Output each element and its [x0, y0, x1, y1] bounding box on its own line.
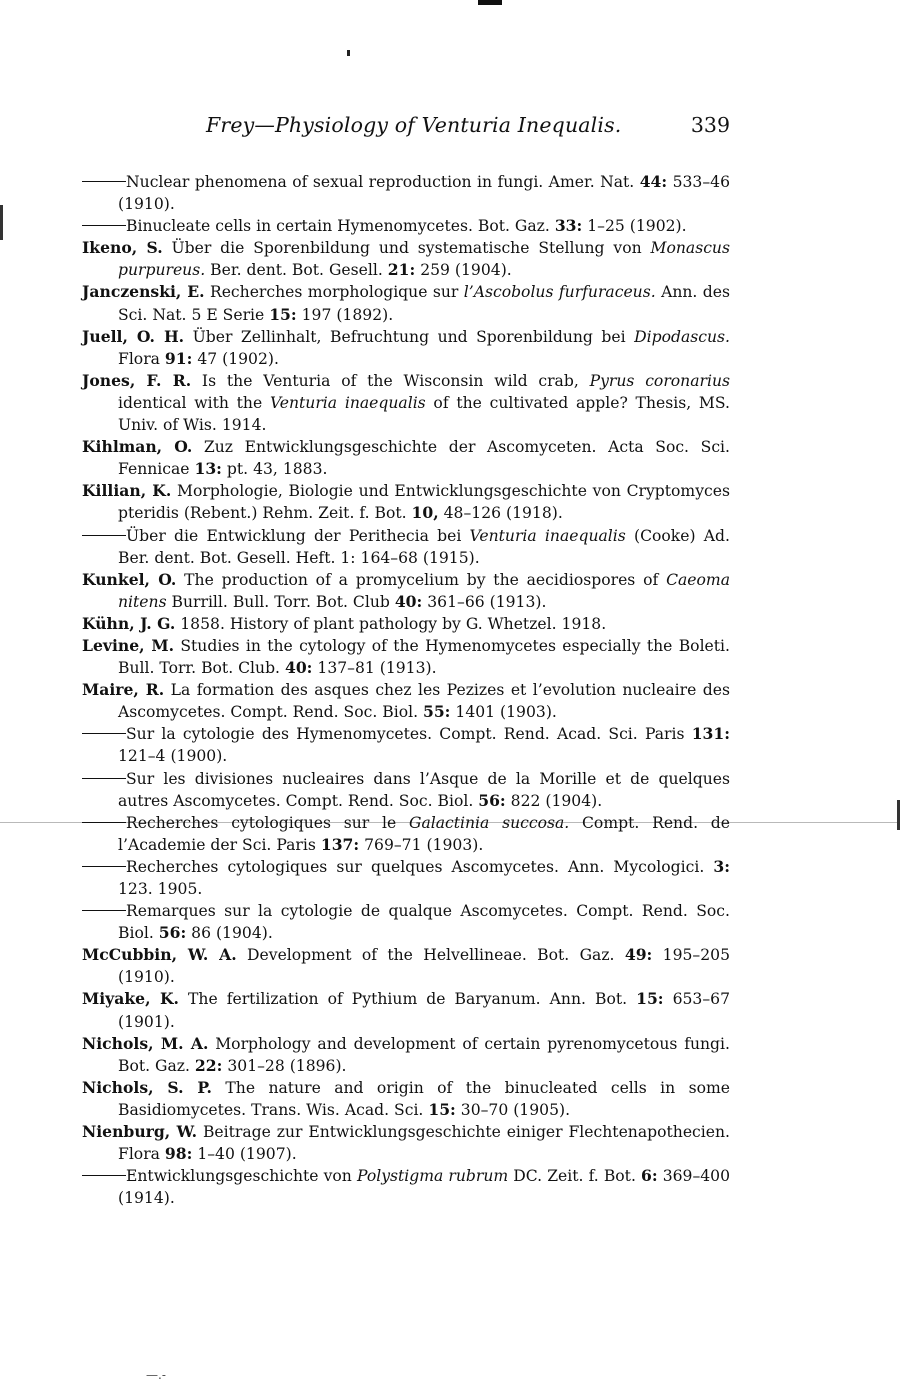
reference-tail: 769–71 (1903).	[359, 835, 484, 854]
scan-edge-left	[0, 205, 3, 240]
reference-italic: Venturia inaequalis	[469, 526, 626, 545]
reference-text: Recherches cytologiques sur quelques Ascomycetes. Ann. Mycologici.	[126, 857, 714, 876]
reference-text: Entwicklungsgeschichte von	[126, 1167, 357, 1186]
reference-text: Über die Sporenbildung und systematische Stellung von	[162, 239, 651, 258]
reference-author: Ikeno, S.	[82, 238, 163, 258]
reference-volume: 131:	[691, 724, 730, 744]
reference-entry	[82, 215, 730, 237]
reference-tail: 1–25 (1902).	[582, 217, 687, 236]
reference-entry	[82, 171, 730, 215]
ditto-dash	[82, 225, 126, 226]
reference-text: Nuclear phenomena of sexual reproduction in fungi. Amer. Nat.	[126, 173, 640, 191]
reference-entry	[82, 525, 730, 569]
ditto-dash	[82, 733, 126, 734]
reference-text: Remarques sur la cytologie de qualque Ascomycetes. Compt. Rend. Soc. Biol.	[118, 902, 730, 943]
reference-volume: 15:	[269, 304, 297, 324]
reference-entry	[82, 768, 730, 812]
reference-text: identical with the	[118, 393, 270, 412]
reference-tail: 137–81 (1913).	[312, 659, 437, 678]
reference-italic: Dipodascus.	[634, 327, 730, 346]
reference-entry	[82, 370, 730, 436]
reference-text: Morphologie, Biologie und Entwicklungsgeschichte von Cryptomyces pteridis (Rebent.) Rehm. Zeit. f. Bot.	[118, 482, 730, 523]
reference-author: Killian, K.	[82, 481, 172, 501]
footer-mark: —.‐	[146, 1368, 166, 1382]
reference-text: 1858. History of plant pathology by G. Whetzel. 1918.	[175, 614, 607, 633]
reference-tail: 30–70 (1905).	[455, 1100, 571, 1119]
reference-volume: 6:	[641, 1166, 658, 1186]
reference-text: Binucleate cells in certain Hymenomycetes. Bot. Gaz.	[126, 217, 555, 236]
reference-tail: 121–4 (1900).	[118, 747, 228, 766]
reference-volume: 10,	[411, 503, 439, 523]
reference-volume: 21:	[387, 260, 416, 280]
reference-text: Über die Entwicklung der Perithecia bei	[126, 526, 470, 545]
reference-entry	[82, 856, 730, 900]
reference-tail: 195–205 (1910).	[118, 946, 730, 987]
reference-entry	[82, 723, 730, 767]
reference-text: Zuz Entwicklungsgeschichte der Ascomyceten. Acta Soc. Sci. Fennicae	[118, 438, 730, 479]
reference-entry	[82, 237, 730, 281]
reference-text: Ber. dent. Bot. Gesell.	[205, 261, 388, 280]
ditto-dash	[82, 778, 126, 779]
reference-entry	[82, 812, 730, 856]
reference-volume: 40:	[284, 658, 313, 678]
reference-text: Studies in the cytology of the Hymenomycetes especially the Boleti. Bull. Torr. Bot. Club.	[118, 636, 730, 678]
ditto-dash	[82, 822, 126, 823]
reference-volume: 56:	[158, 923, 187, 943]
reference-list	[82, 171, 730, 1209]
reference-text: Beitrage zur Entwicklungsgeschichte einiger Flechtenapothecien. Flora	[118, 1123, 730, 1164]
reference-author: Kühn, J. G.	[82, 613, 176, 633]
reference-entry	[82, 988, 730, 1032]
reference-entry	[82, 1165, 730, 1209]
reference-text: Flora	[118, 349, 165, 368]
reference-entry	[82, 613, 730, 635]
reference-tail: of the cultivated apple? Thesis, MS. Univ. of Wis. 1914.	[118, 393, 730, 435]
reference-tail: 1401 (1903).	[450, 703, 557, 722]
reference-volume: 15:	[636, 989, 664, 1009]
reference-text: Über Zellinhalt, Befruchtung und Sporenbildung bei	[184, 327, 635, 346]
reference-entry	[82, 436, 730, 480]
reference-italic: Venturia inaequalis	[269, 393, 426, 412]
ditto-dash	[82, 866, 126, 867]
reference-text: Sur la cytologie des Hymenomycetes. Compt. Rend. Acad. Sci. Paris	[126, 725, 692, 744]
reference-text: Compt. Rend. de l’Academie der Sci. Paris	[118, 813, 730, 854]
reference-tail: 1–40 (1907).	[192, 1145, 297, 1164]
reference-author: Janczenski, E.	[82, 282, 205, 302]
reference-italic: Galactinia succosa.	[408, 813, 570, 832]
reference-text: Ann. des Sci. Nat. 5 E Serie	[118, 283, 731, 324]
reference-text: DC. Zeit. f. Bot.	[508, 1167, 641, 1186]
reference-italic: Polystigma rubrum	[356, 1167, 509, 1186]
reference-tail: 259 (1904).	[415, 261, 512, 280]
reference-volume: 49:	[624, 945, 653, 965]
scan-speck	[347, 50, 350, 56]
reference-entry	[82, 281, 730, 325]
reference-volume: 44:	[639, 172, 668, 191]
reference-entry	[82, 1121, 730, 1165]
reference-author: Nichols, S. P.	[82, 1077, 212, 1097]
reference-text: The production of a promycelium by the aecidiospores of	[176, 570, 667, 589]
reference-entry	[82, 900, 730, 944]
reference-tail: 47 (1902).	[192, 349, 279, 368]
reference-tail: 48–126 (1918).	[438, 504, 563, 523]
reference-entry	[82, 569, 730, 613]
reference-entry	[82, 1077, 730, 1121]
ditto-dash	[82, 181, 126, 182]
reference-volume: 22:	[194, 1055, 223, 1075]
reference-author: Nienburg, W.	[82, 1122, 198, 1142]
reference-italic: Pyrus coronarius	[589, 371, 730, 390]
reference-tail: 197 (1892).	[296, 305, 394, 324]
reference-text: The fertilization of Pythium de Baryanum. Ann. Bot.	[178, 990, 637, 1009]
reference-author: Kihlman, O.	[82, 437, 193, 457]
reference-text: Recherches cytologiques sur le	[126, 813, 409, 832]
reference-text: Burrill. Bull. Torr. Bot. Club	[166, 592, 395, 611]
reference-text: Development of the Helvellineae. Bot. Gaz.	[236, 946, 625, 965]
reference-author: Levine, M.	[82, 635, 175, 655]
scan-mark-top	[478, 0, 502, 5]
reference-author: Miyake, K.	[82, 989, 179, 1009]
reference-volume: 56:	[478, 790, 506, 810]
reference-tail: (Cooke) Ad. Ber. dent. Bot. Gesell. Heft. 1: 164–68 (1915).	[118, 526, 730, 567]
reference-author: McCubbin, W. A.	[82, 945, 237, 965]
ditto-dash	[82, 910, 126, 911]
reference-volume: 33:	[554, 216, 583, 236]
reference-text: Recherches morphologique sur	[204, 283, 464, 302]
reference-entry	[82, 480, 730, 524]
reference-tail: 86 (1904).	[186, 924, 273, 943]
reference-entry	[82, 944, 730, 988]
reference-author: Nichols, M. A.	[82, 1033, 209, 1053]
reference-tail: 123. 1905.	[118, 880, 203, 898]
reference-author: Jones, F. R.	[82, 370, 192, 390]
reference-volume: 40:	[394, 591, 423, 611]
reference-volume: 55:	[422, 702, 451, 722]
reference-text: Morphology and development of certain pyrenomycetous fungi. Bot. Gaz.	[118, 1034, 730, 1075]
reference-tail: 822 (1904).	[505, 791, 603, 810]
reference-author: Maire, R.	[82, 680, 165, 700]
ditto-dash	[82, 1175, 126, 1176]
reference-tail: 533–46 (1910).	[118, 173, 730, 214]
reference-volume: 3:	[713, 856, 730, 876]
reference-author: Juell, O. H.	[82, 326, 185, 346]
ditto-dash	[82, 535, 126, 536]
reference-entry	[82, 679, 730, 723]
reference-text: The nature and origin of the binucleated cells in some Basidiomycetes. Trans. Wis. Acad. Sci.	[118, 1078, 731, 1119]
reference-volume: 98:	[164, 1144, 193, 1164]
page-number: 339	[690, 113, 730, 137]
reference-tail: 361–66 (1913).	[422, 592, 547, 611]
reference-text: La formation des asques chez les Pezizes et l’evolution nucleaire des Ascomycetes. Compt. Rend. Soc. Biol.	[118, 681, 731, 722]
reference-text: Sur les divisiones nucleaires dans l’Asque de la Morille et de quelques autres Ascomycetes. Compt. Rend. Soc. Biol.	[118, 769, 730, 810]
reference-entry	[82, 635, 730, 679]
reference-entry	[82, 326, 730, 370]
page-header	[206, 113, 730, 143]
reference-tail: 301–28 (1896).	[222, 1056, 347, 1075]
reference-tail: 653–67 (1901).	[118, 990, 730, 1031]
reference-tail: pt. 43, 1883.	[221, 460, 328, 479]
reference-volume: 15:	[428, 1099, 456, 1119]
reference-italic: l’Ascobolus furfuraceus.	[463, 283, 656, 302]
reference-author: Kunkel, O.	[82, 569, 177, 589]
reference-tail: 369–400 (1914).	[118, 1167, 731, 1208]
reference-entry	[82, 1033, 730, 1077]
reference-text: Is the Venturia of the Wisconsin wild crab,	[191, 371, 590, 390]
reference-volume: 13:	[194, 459, 222, 479]
reference-volume: 137:	[320, 834, 360, 854]
running-title: Frey—Physiology of Venturia Inequalis.	[206, 113, 622, 137]
reference-italic: Monascus purpureus.	[118, 239, 730, 280]
reference-volume: 91:	[164, 348, 193, 368]
reference-italic: Caeoma nitens	[118, 570, 730, 611]
